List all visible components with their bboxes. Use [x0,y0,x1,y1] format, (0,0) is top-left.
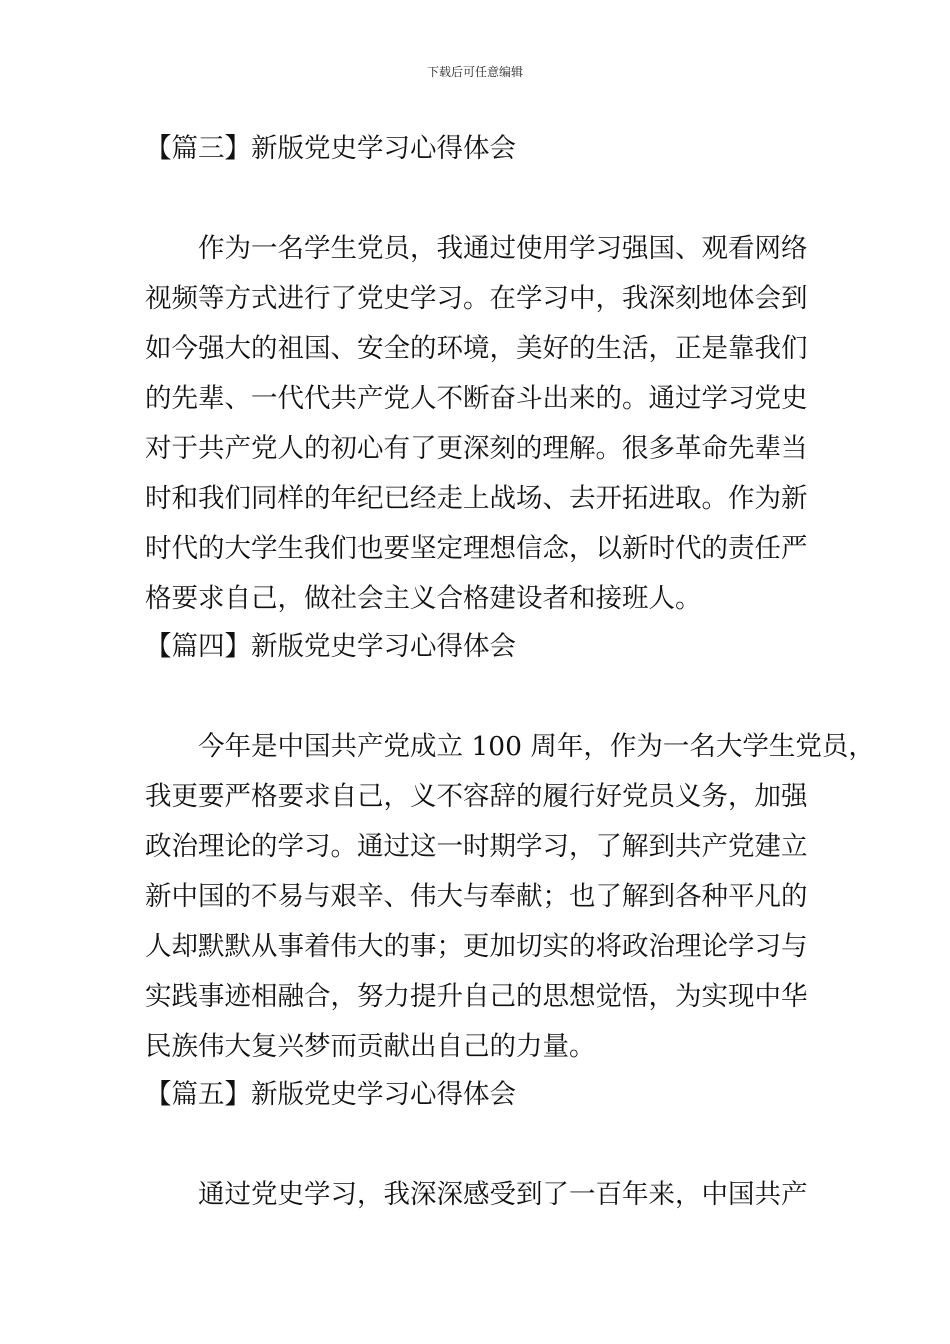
paragraph-line: 视频等方式进行了党史学习。在学习中，我深刻地体会到 [145,283,808,314]
section-heading: 【篇五】新版党史学习心得体会 [145,1079,516,1110]
paragraph-line: 时代的大学生我们也要坚定理想信念，以新时代的责任严 [145,533,808,564]
paragraph-line: 时和我们同样的年纪已经走上战场、去开拓进取。作为新 [145,483,808,514]
paragraph-line: 人却默默从事着伟大的事；更加切实的将政治理论学习与 [145,931,808,962]
paragraph-line: 民族伟大复兴梦而贡献出自己的力量。 [145,1031,596,1062]
paragraph-line: 作为一名学生党员，我通过使用学习强国、观看网络 [198,233,808,264]
paragraph-line: 我更要严格要求自己，义不容辞的履行好党员义务，加强 [145,781,808,812]
paragraph-line: 今年是中国共产党成立 100 周年，作为一名大学生党员， [198,731,875,762]
paragraph-line: 政治理论的学习。通过这一时期学习，了解到共产党建立 [145,831,808,862]
section-heading: 【篇四】新版党史学习心得体会 [145,631,516,662]
paragraph-line: 如今强大的祖国、安全的环境，美好的生活，正是靠我们 [145,333,808,364]
page-header-note: 下载后可任意编辑 [426,65,523,79]
paragraph-line: 格要求自己，做社会主义合格建设者和接班人。 [145,583,702,614]
paragraph-line: 实践事迹相融合，努力提升自己的思想觉悟，为实现中华 [145,981,808,1012]
paragraph-line: 对于共产党人的初心有了更深刻的理解。很多革命先辈当 [145,433,808,464]
paragraph-line: 的先辈、一代代共产党人不断奋斗出来的。通过学习党史 [145,383,808,414]
section-heading: 【篇三】新版党史学习心得体会 [145,133,516,164]
paragraph-line: 新中国的不易与艰辛、伟大与奉献；也了解到各种平凡的 [145,881,808,912]
paragraph-line: 通过党史学习，我深深感受到了一百年来，中国共产 [198,1179,808,1210]
